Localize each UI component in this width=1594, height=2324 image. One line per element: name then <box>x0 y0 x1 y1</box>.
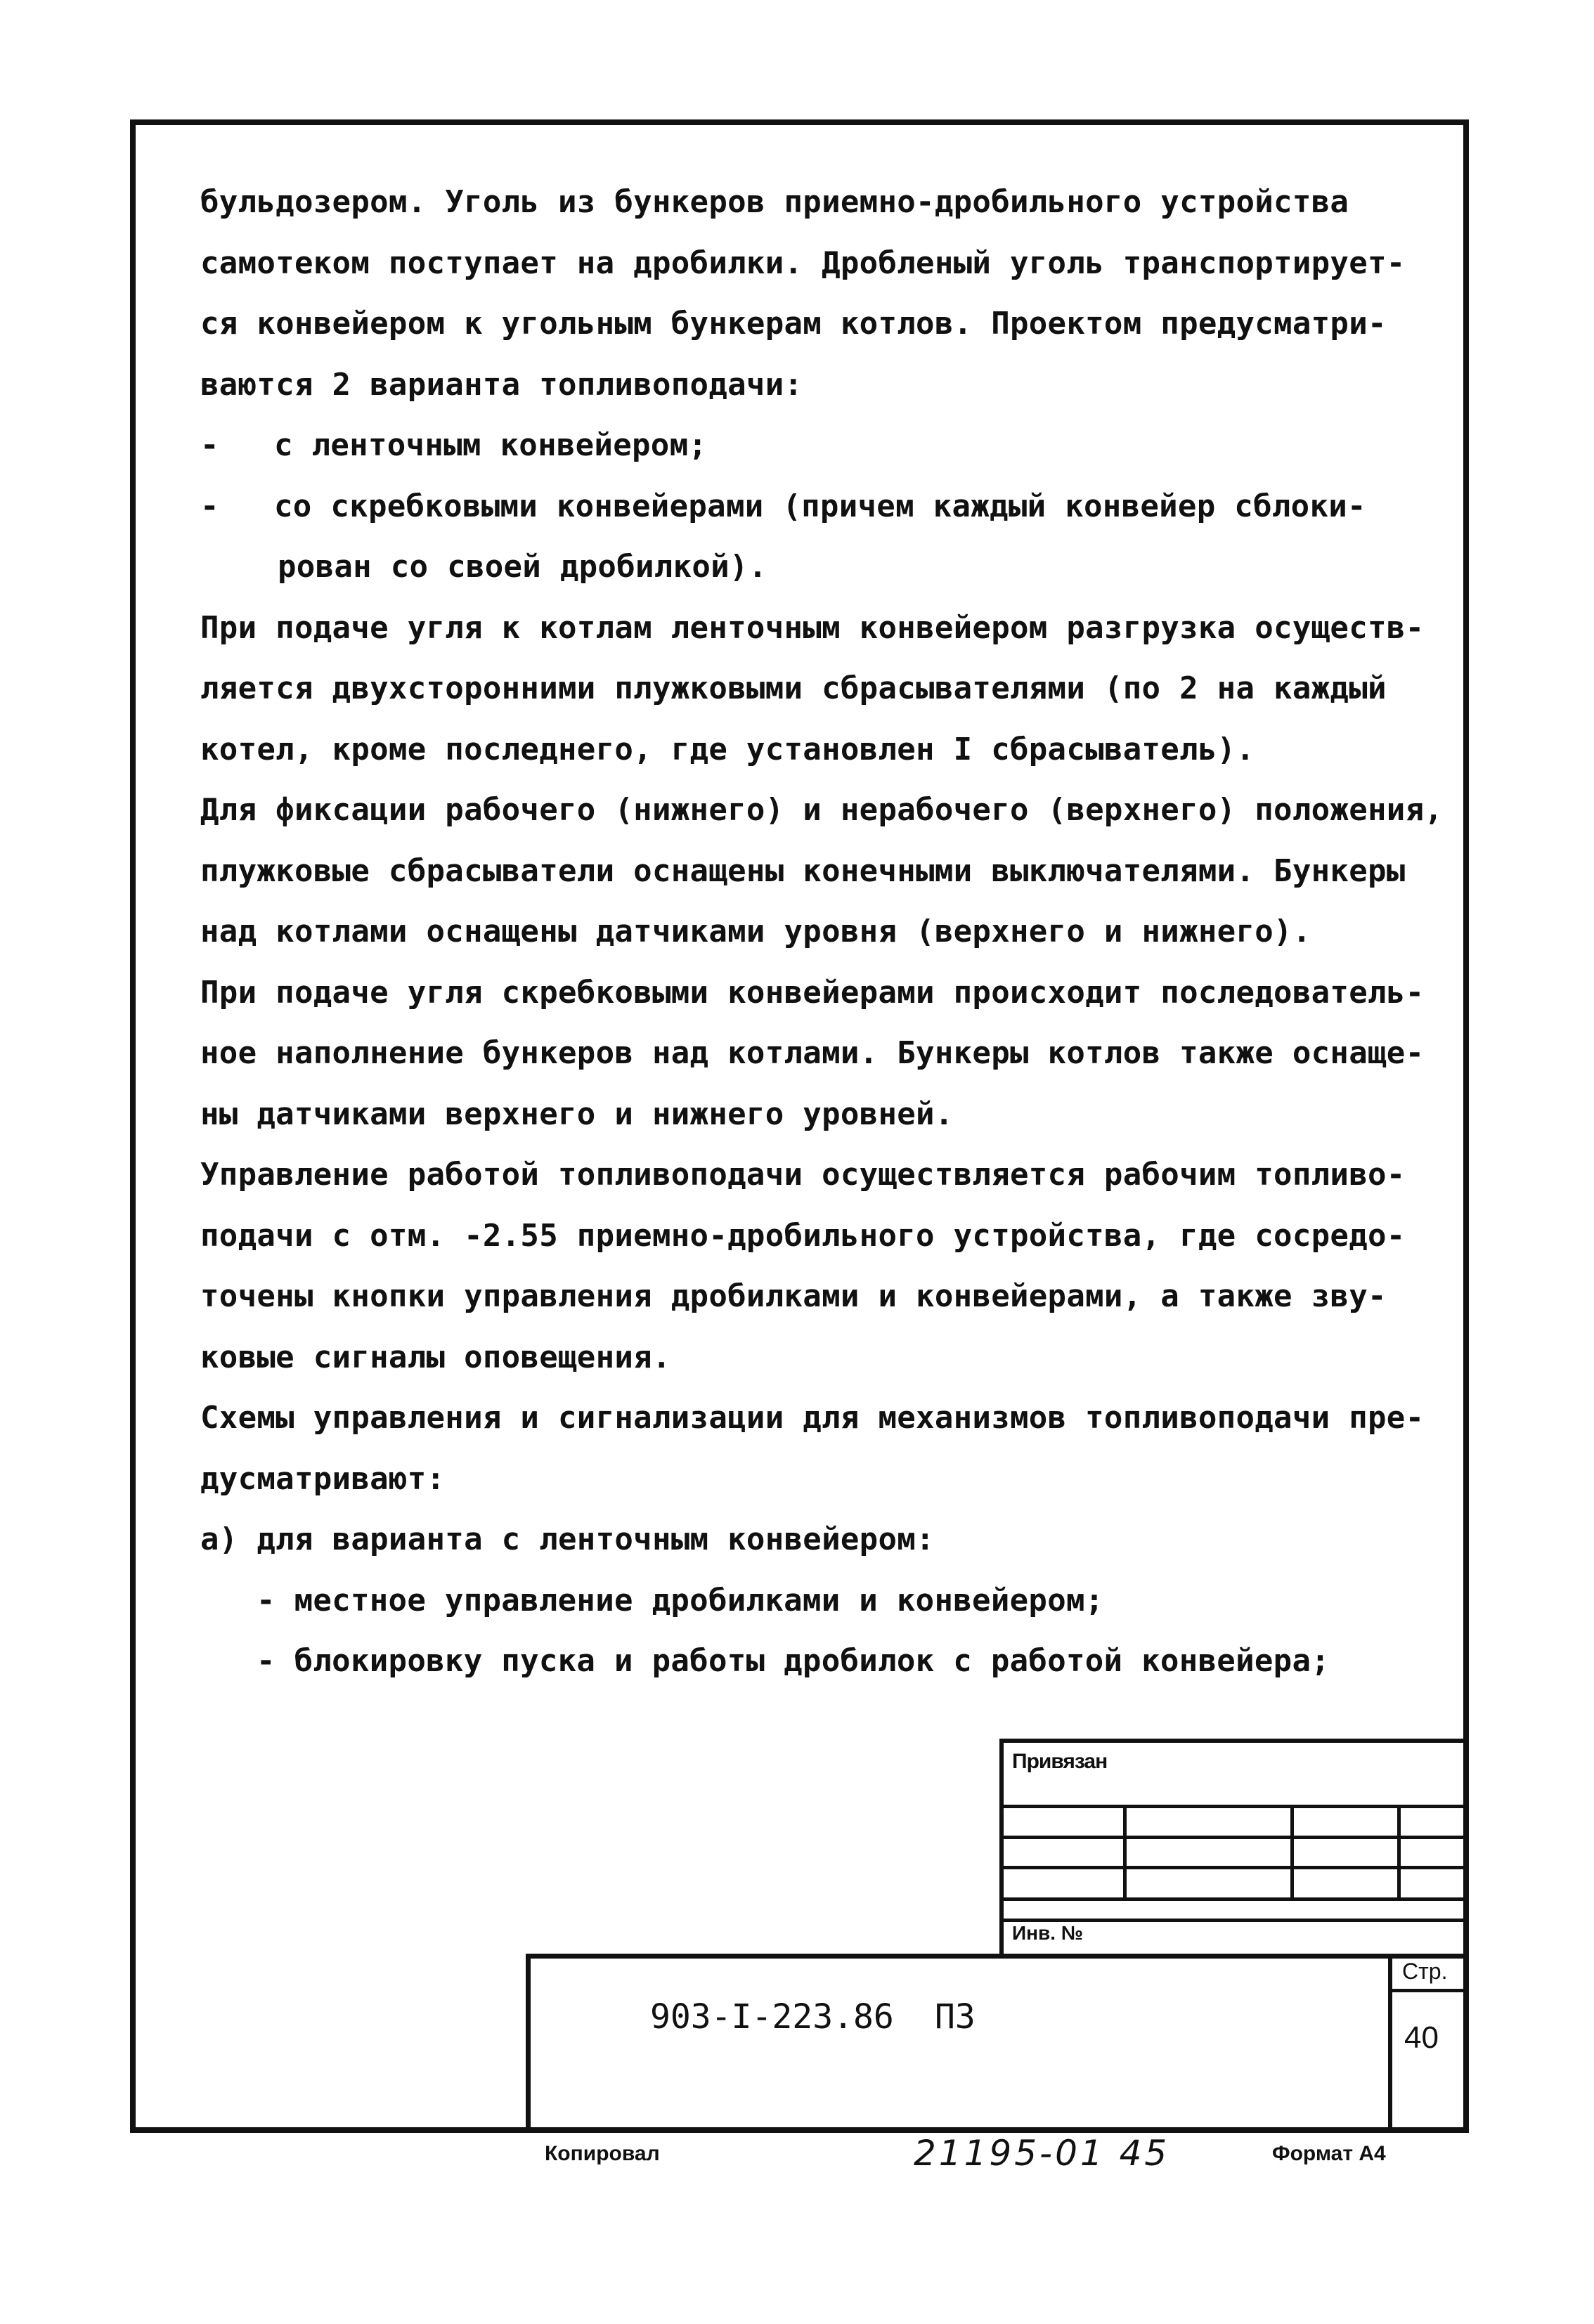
copied-label: Копировал <box>545 2142 660 2165</box>
list-heading: а) для варианта с ленточным конвейером: <box>200 1521 935 1557</box>
text-line: ковые сигналы оповещения. <box>200 1339 671 1375</box>
page-number: 40 <box>1404 2020 1439 2055</box>
text-line: При подаче угля скребковыми конвейерами происходит последователь- <box>200 974 1425 1011</box>
main-text <box>200 172 1458 1692</box>
page-label: Стр. <box>1402 1959 1448 1984</box>
text-line: Схемы управления и сигнализации для механизмов топливоподачи пре- <box>200 1400 1425 1436</box>
document-type: ПЗ <box>935 1997 976 2037</box>
text-line: подачи с отм. -2.55 приемно-дробильного устройства, где сосредо- <box>200 1217 1406 1254</box>
text-line: самотеком поступает на дробилки. Дробленый уголь транспортирует- <box>200 245 1406 281</box>
text-line: При подаче угля к котлам ленточным конвейером разгрузка осуществ- <box>200 609 1425 646</box>
stamp-col-line <box>1397 1805 1401 1901</box>
page-cell-divider <box>1388 1989 1469 1992</box>
text-line: над котлами оснащены датчиками уровня (верхнего и нижнего). <box>200 914 1311 949</box>
inventory-number-label: Инв. № <box>1012 1922 1084 1944</box>
format-label: Формат А4 <box>1272 2142 1386 2165</box>
stamp-title: Привязан <box>1012 1750 1108 1773</box>
bullet-dash: - <box>200 427 219 463</box>
list-item: - местное управление дробилками и конвейером; <box>257 1582 1104 1618</box>
text-line: бульдозером. Уголь из бункеров приемно-дробильного устройства <box>200 184 1349 220</box>
text-line: рован со своей дробилкой). <box>278 549 767 585</box>
stamp-col-line <box>1123 1805 1127 1901</box>
handwritten-inventory-number: 21195-01 45 <box>914 2133 1170 2174</box>
text-line: плужковые сбрасыватели оснащены конечными выключателями. Бункеры <box>200 852 1406 889</box>
text-line: дусматривают: <box>200 1460 446 1497</box>
text-line: точены кнопки управления дробилками и конвейерами, а также зву- <box>200 1278 1387 1314</box>
document-code: 903-I-223.86 <box>650 1997 894 2037</box>
text-line: Для фиксации рабочего (нижнего) и нерабочего (верхнего) положения, <box>200 792 1444 828</box>
text-line: ваются 2 варианта топливоподачи: <box>200 366 803 403</box>
stamp-col-line <box>1290 1805 1294 1901</box>
bullet-item <box>200 476 1458 538</box>
bullet-item <box>200 415 1458 476</box>
text-line: Управление работой топливоподачи осуществляется рабочим топливо- <box>200 1157 1406 1193</box>
text-line: котел, кроме последнего, где установлен I сбрасыватель). <box>200 731 1255 767</box>
text-line: ся конвейером к угольным бункерам котлов. Проектом предусматри- <box>200 306 1387 342</box>
bullet-text: со скребковыми конвейерами (причем каждый конвейер сблоки- <box>274 488 1366 524</box>
bullet-text: с ленточным конвейером; <box>274 427 708 463</box>
bullet-dash: - <box>200 488 219 524</box>
text-line: ляется двухсторонними плужковыми сбрасывателями (по 2 на каждый <box>200 670 1387 706</box>
list-item: - блокировку пуска и работы дробилок с работой конвейера; <box>257 1643 1330 1679</box>
title-block <box>526 1954 1469 2133</box>
text-line: ное наполнение бункеров над котлами. Бункеры котлов также оснаще- <box>200 1035 1425 1071</box>
text-line: ны датчиками верхнего и нижнего уровней. <box>200 1096 954 1132</box>
